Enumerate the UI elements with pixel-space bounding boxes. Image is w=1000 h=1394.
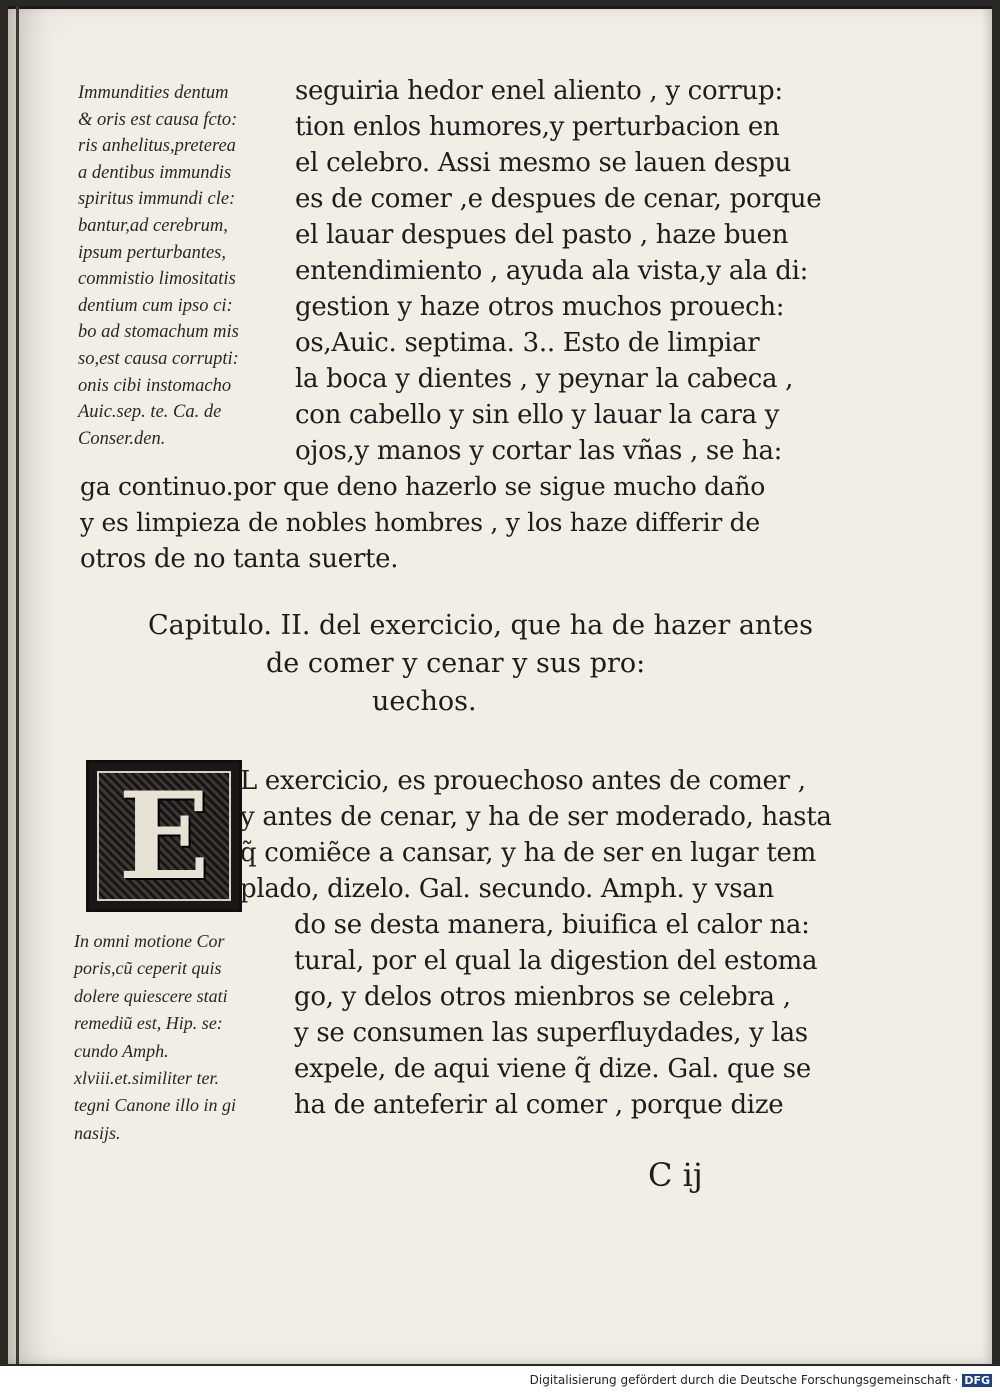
chapter-heading-line: uechos. <box>372 686 477 717</box>
margin-note-line: ipsum perturbantes, <box>78 242 226 263</box>
margin-note-line: tegni Canone illo in gi <box>74 1095 236 1116</box>
text-line: otros de no tanta suerte. <box>80 544 399 574</box>
text-line: y se consumen las superfluydades, y las <box>294 1018 808 1048</box>
text-line: con cabello y sin ello y lauar la cara y <box>295 400 780 430</box>
margin-note-line: ris anhelitus,preterea <box>78 136 236 157</box>
margin-note-line: poris,cũ ceperit quis <box>74 958 222 979</box>
text-line: y antes de cenar, y ha de ser moderado, hasta <box>240 802 832 832</box>
margin-note-line: Immundities dentum <box>78 83 229 103</box>
text-line: q̃ comiẽce a cansar, y ha de ser en lugar tem <box>240 838 816 868</box>
margin-note-line: Conser.den. <box>78 428 166 449</box>
book-page <box>8 6 992 1364</box>
initial-letter: E <box>118 765 210 907</box>
text-line: gestion y haze otros muchos prouech: <box>295 292 785 322</box>
footer-credit <box>530 1373 992 1387</box>
text-line: L exercicio, es prouechoso antes de comer , <box>240 766 806 796</box>
margin-note-line: bantur,ad cerebrum, <box>78 215 228 236</box>
page-left-edge <box>16 6 19 1364</box>
margin-note-line: nasijs. <box>74 1122 121 1143</box>
text-line: ojos,y manos y cortar las vñas , se ha: <box>295 436 783 466</box>
margin-note-line: so,est causa corrupti: <box>78 348 239 369</box>
margin-note-line: xlviii.et.similiter ter. <box>74 1068 219 1089</box>
text-line: entendimiento , ayuda ala vista,y ala di: <box>295 256 809 286</box>
margin-note-line: cundo Amph. <box>74 1040 169 1061</box>
text-line: ga continuo.por que deno hazerlo se sigue mucho daño <box>80 472 766 501</box>
text-line: expele, de aqui viene q̃ dize. Gal. que se <box>294 1054 811 1084</box>
text-line: el lauar despues del pasto , haze buen <box>295 220 789 250</box>
text-line: la boca y dientes , y peynar la cabeca , <box>295 364 794 394</box>
text-line: tural, por el qual la digestion del estoma <box>294 946 818 976</box>
text-line: seguiria hedor enel aliento , y corrup: <box>295 76 783 106</box>
decorated-initial <box>86 760 242 912</box>
text-line: plado, dizelo. Gal. secundo. Amph. y vsan <box>240 874 774 904</box>
text-line: do se desta manera, biuifica el calor na: <box>294 910 810 940</box>
text-line: tion enlos humores,y perturbacion en <box>295 112 780 142</box>
margin-note-line: commistio limositatis <box>78 269 236 290</box>
text-line: ha de anteferir al comer , porque dize <box>294 1090 784 1120</box>
margin-note-line: remediũ est, Hip. se: <box>74 1013 223 1034</box>
margin-note-line: spiritus immundi cle: <box>78 189 236 210</box>
chapter-heading-line: Capitulo. II. del exercicio, que ha de hazer antes <box>148 610 813 641</box>
text-line: el celebro. Assi mesmo se lauen despu <box>295 148 792 178</box>
text-line: y es limpieza de nobles hombres , y los haze differir de <box>80 508 760 537</box>
margin-note-line: a dentibus immundis <box>78 162 232 183</box>
text-line: go, y delos otros mienbros se celebra , <box>294 982 791 1012</box>
margin-note-line: dolere quiescere stati <box>74 985 228 1006</box>
text-line: os,Auic. septima. 3.. Esto de limpiar <box>295 328 760 358</box>
margin-note-line: onis cibi instomacho <box>78 375 232 396</box>
dfg-logo: DFG <box>964 1374 990 1387</box>
margin-note-line: bo ad stomachum mis <box>78 322 239 343</box>
margin-note-line: In omni motione Cor <box>74 931 225 951</box>
chapter-heading-line: de comer y cenar y sus pro: <box>266 648 646 679</box>
text-line: es de comer ,e despues de cenar, porque <box>295 184 822 214</box>
margin-note-bottom <box>74 928 236 1147</box>
margin-note-line: Auic.sep. te. Ca. de <box>78 402 222 423</box>
margin-note-top <box>78 80 239 452</box>
page-top-edge <box>8 6 992 9</box>
margin-note-line: & oris est causa fcto: <box>78 109 238 130</box>
margin-note-line: dentium cum ipso ci: <box>78 295 233 316</box>
footer-credit-text: Digitalisierung gefördert durch die Deutsche Forschungsgemeinschaft · <box>529 1373 959 1387</box>
signature-mark: C ij <box>648 1156 703 1194</box>
